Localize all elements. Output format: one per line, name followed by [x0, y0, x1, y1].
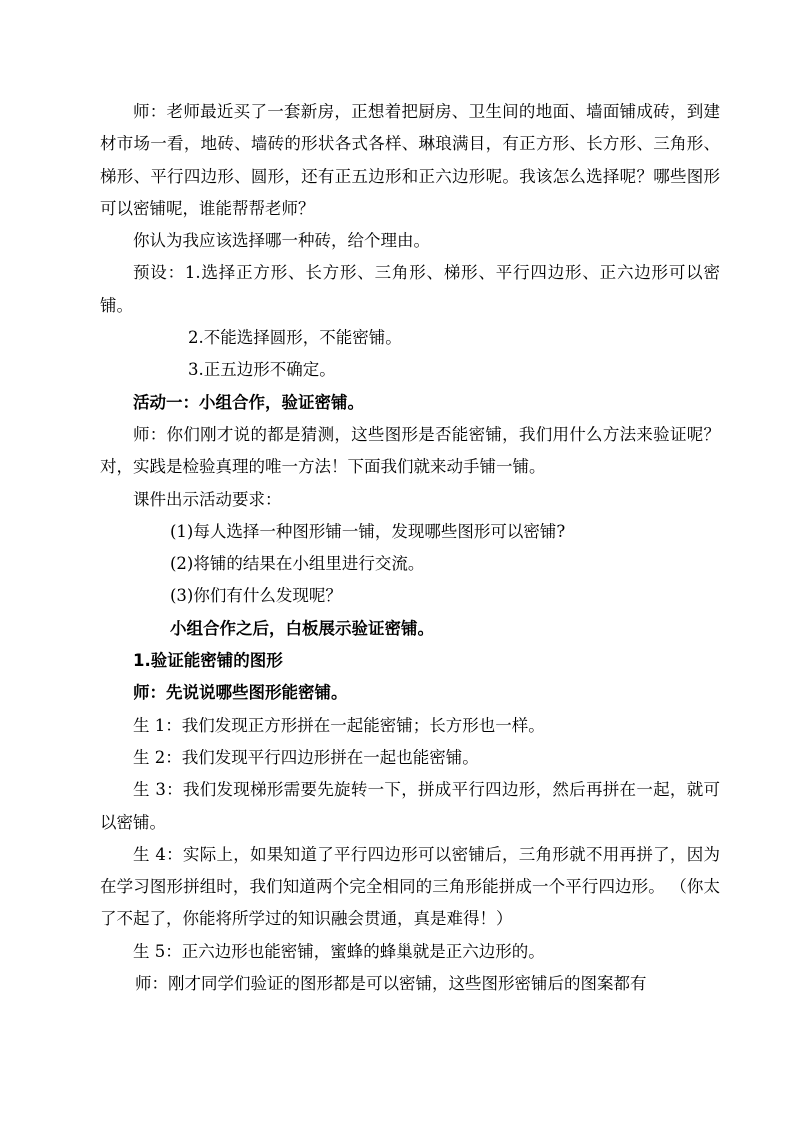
requirement-item-1: (1)每人选择一种图形铺一铺，发现哪些图形可以密铺? — [170, 521, 566, 541]
paragraph-teacher-ask: 师：先说说哪些图形能密铺。 — [133, 683, 348, 703]
paragraph-teacher-summary: 师：刚才同学们验证的图形都是可以密铺，这些图形密铺后的图案都有 — [135, 974, 647, 994]
student-5-answer: 生 5：正六边形也能密铺，蜜蜂的蜂巢就是正六边形的。 — [133, 941, 545, 961]
paragraph-teacher-verify: 师：你们刚才说的都是猜测，这些图形是否能密铺，我们用什么方法来验证呢？对，实践是检验真理的唯一方法！下面我们就来动手铺一铺。 — [100, 424, 720, 477]
section-heading-verify: 1.验证能密铺的图形 — [133, 651, 283, 671]
paragraph-preset-2: 2.不能选择圆形，不能密铺。 — [188, 328, 402, 348]
student-4-answer: 生 4：实际上，如果知道了平行四边形可以密铺后，三角形就不用再拼了，因为在学习图形拼组时，我们知道两个完全相同的三角形能拼成一个平行四边形。 （你太了不起了，你能将所学过的知识融会贯通，真是难得！） — [100, 844, 720, 929]
student-1-answer: 生 1：我们发现正方形拼在一起能密铺；长方形也一样。 — [133, 715, 545, 735]
document-body — [100, 96, 720, 1000]
paragraph-requirements-label: 课件出示活动要求： — [133, 489, 282, 509]
paragraph-preset-3: 3.正五边形不确定。 — [188, 360, 336, 380]
activity-heading: 活动一：小组合作，验证密铺。 — [133, 392, 364, 412]
paragraph-preset-1: 预设：1.选择正方形、长方形、三角形、梯形、平行四边形、正六边形可以密铺。 — [100, 263, 720, 315]
paragraph-question: 你认为我应该选择哪一种砖，给个理由。 — [133, 231, 430, 251]
paragraph-teacher-intro: 师：老师最近买了一套新房，正想着把厨房、卫生间的地面、墙面铺成砖，到建材市场一看，地砖、墙砖的形状各式各样、琳琅满目，有正方形、长方形、三角形、梯形、平行四边形、圆形，还有正五边形和正六边形呢。我该怎么选择呢？哪些图形可以密铺呢，谁能帮帮老师？ — [100, 102, 720, 218]
student-2-answer: 生 2：我们发现平行四边形拼在一起也能密铺。 — [133, 747, 479, 767]
requirement-item-3: (3)你们有什么发现呢？ — [170, 586, 342, 606]
requirement-item-2: (2)将铺的结果在小组里进行交流。 — [170, 554, 425, 574]
paragraph-group-work: 小组合作之后，白板展示验证密铺。 — [170, 618, 434, 638]
student-3-answer: 生 3：我们发现梯形需要先旋转一下，拼成平行四边形，然后再拼在一起，就可以密铺。 — [100, 780, 720, 832]
